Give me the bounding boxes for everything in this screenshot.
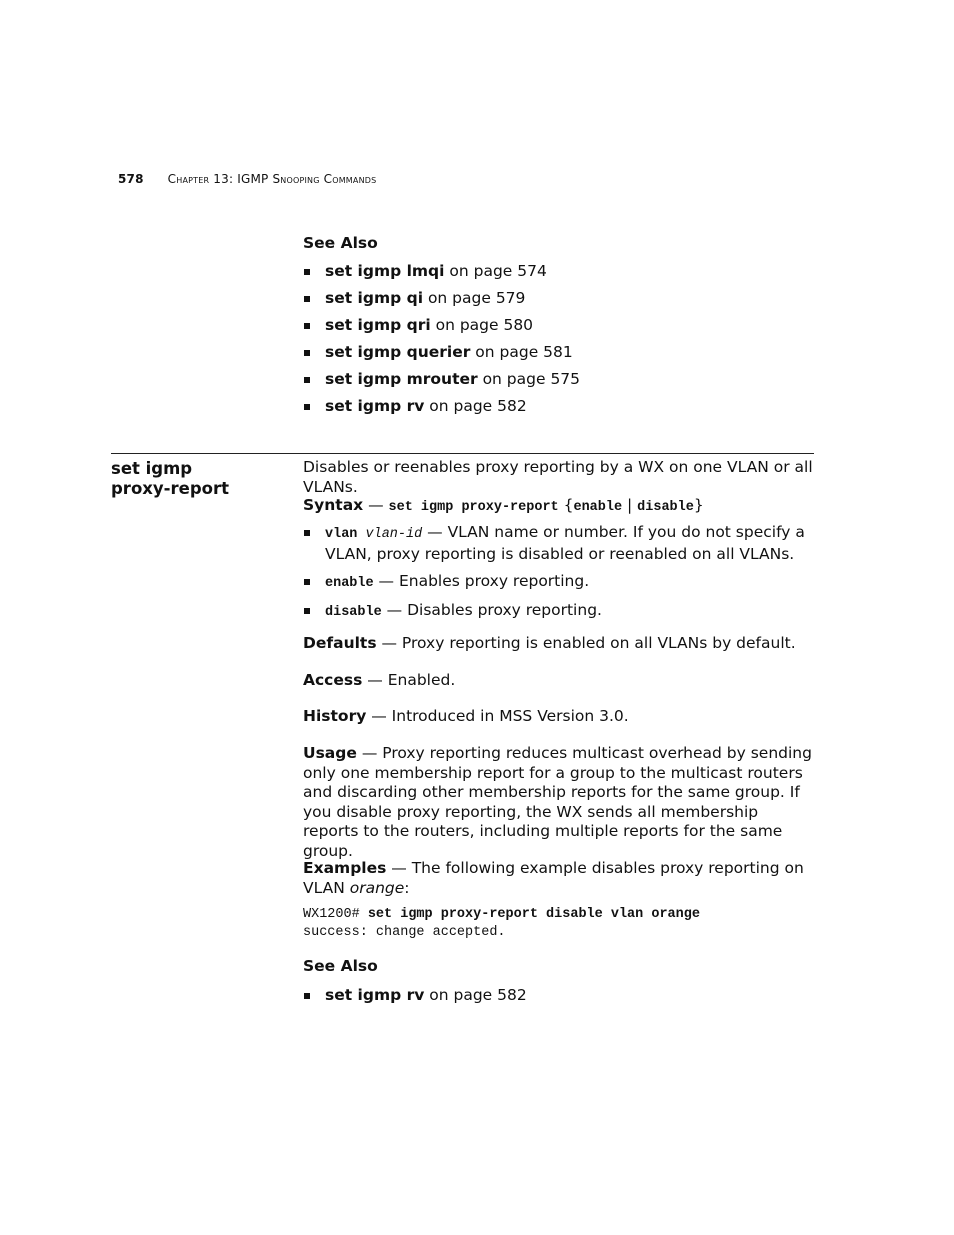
- code-line-command: [303, 906, 818, 924]
- see-also-ref: on page 582: [424, 396, 527, 415]
- see-also-list: [303, 262, 818, 417]
- usage-label: Usage: [303, 744, 357, 762]
- see-also-item[interactable]: [303, 986, 818, 1006]
- see-also-item[interactable]: [303, 316, 818, 336]
- examples-vlan: orange: [349, 878, 405, 897]
- params-block: [303, 523, 818, 622]
- syntax-label: Syntax: [303, 496, 364, 514]
- see-also-item[interactable]: [303, 289, 818, 309]
- param-item: [303, 523, 818, 564]
- access-block: [303, 671, 818, 691]
- param-description: — Enables proxy reporting.: [373, 571, 590, 590]
- see-also-ref: on page 579: [423, 288, 526, 307]
- defaults-block: [303, 634, 818, 654]
- access-text: [303, 671, 818, 691]
- access-body: — Enabled.: [362, 671, 456, 689]
- see-also-item[interactable]: [303, 370, 818, 390]
- see-also-cmd[interactable]: set igmp querier: [325, 342, 471, 361]
- syntax-separator: |: [622, 496, 638, 514]
- examples-text: [303, 859, 818, 898]
- see-also-item[interactable]: [303, 397, 818, 417]
- intro-text: Disables or reenables proxy reporting by a WX on one VLAN or all VLANs.: [303, 458, 813, 496]
- defaults-text: [303, 634, 818, 654]
- examples-block: [303, 859, 818, 898]
- chapter-title: Chapter 13: IGMP Snooping Commands: [167, 172, 377, 186]
- see-also-cmd[interactable]: set igmp rv: [325, 396, 425, 415]
- section-title-line2: proxy-report: [111, 479, 230, 498]
- see-also-cmd[interactable]: set igmp rv: [325, 985, 425, 1004]
- param-item: [303, 601, 818, 623]
- see-also-cmd[interactable]: set igmp qri: [325, 315, 431, 334]
- see-also-ref: on page 575: [477, 369, 581, 388]
- history-body: — Introduced in MSS Version 3.0.: [366, 707, 629, 725]
- see-also-ref: on page 582: [424, 985, 527, 1004]
- code-command: set igmp proxy-report disable vlan orange: [367, 907, 700, 922]
- syntax-brace-close: }: [693, 496, 704, 514]
- access-label: Access: [303, 671, 363, 689]
- param-keyword: enable: [325, 575, 374, 591]
- params-list: [303, 523, 818, 622]
- page-number: 578: [118, 172, 144, 186]
- syntax-option-disable: disable: [637, 500, 694, 515]
- see-also-ref: on page 574: [444, 261, 547, 280]
- see-also-top-block: [303, 234, 818, 416]
- section-divider: [111, 453, 814, 454]
- see-also-item[interactable]: [303, 343, 818, 363]
- examples-colon: :: [404, 878, 410, 897]
- section-title-line1: set igmp: [111, 459, 193, 478]
- defaults-label: Defaults: [303, 634, 377, 652]
- history-text: [303, 707, 818, 727]
- syntax-dash: —: [363, 496, 389, 514]
- usage-text: [303, 744, 818, 861]
- see-also-cmd[interactable]: set igmp qi: [325, 288, 424, 307]
- code-block: [303, 906, 818, 942]
- syntax-block: [303, 496, 818, 518]
- see-also-cmd[interactable]: set igmp mrouter: [325, 369, 478, 388]
- syntax-command: set igmp proxy-report: [388, 500, 559, 515]
- param-keyword: disable: [325, 604, 382, 620]
- history-block: [303, 707, 818, 727]
- see-also-ref: on page 580: [430, 315, 534, 334]
- see-also-item[interactable]: [303, 262, 818, 282]
- examples-body: — The following example disables proxy reporting on VLAN: [303, 859, 804, 897]
- param-description: — Disables proxy reporting.: [381, 600, 602, 619]
- intro-block: [303, 458, 818, 497]
- see-also-ref: on page 581: [470, 342, 573, 361]
- param-argument: vlan-id: [357, 527, 423, 542]
- examples-label: Examples: [303, 859, 387, 877]
- see-also-list: [303, 986, 818, 1006]
- syntax-line: [303, 496, 818, 518]
- usage-body: — Proxy reporting reduces multicast overhead by sending only one membership report for a group to the multicast routers and discarding other membership reports for the same group. If you disable proxy reporting, the WX sends all membership reports to the routers, including multiple reports for the same group.: [303, 744, 812, 860]
- code-prompt: WX1200#: [303, 907, 368, 922]
- code-line-output: success: change accepted.: [303, 925, 506, 940]
- usage-block: [303, 744, 818, 861]
- see-also-cmd[interactable]: set igmp lmqi: [325, 261, 445, 280]
- defaults-body: — Proxy reporting is enabled on all VLANs by default.: [376, 634, 796, 652]
- see-also-heading: See Also: [303, 234, 378, 252]
- param-item: [303, 572, 818, 594]
- syntax-brace-open: {: [558, 496, 574, 514]
- running-header: [118, 172, 376, 186]
- section-title: [111, 459, 291, 499]
- see-also-bottom-block: [303, 957, 818, 1005]
- param-keyword: vlan: [325, 527, 358, 542]
- see-also-heading: See Also: [303, 957, 378, 975]
- history-label: History: [303, 707, 367, 725]
- syntax-option-enable: enable: [573, 500, 623, 515]
- param-description: — VLAN name or number. If you do not specify a VLAN, proxy reporting is disabled or reenabled on all VLANs.: [325, 523, 805, 563]
